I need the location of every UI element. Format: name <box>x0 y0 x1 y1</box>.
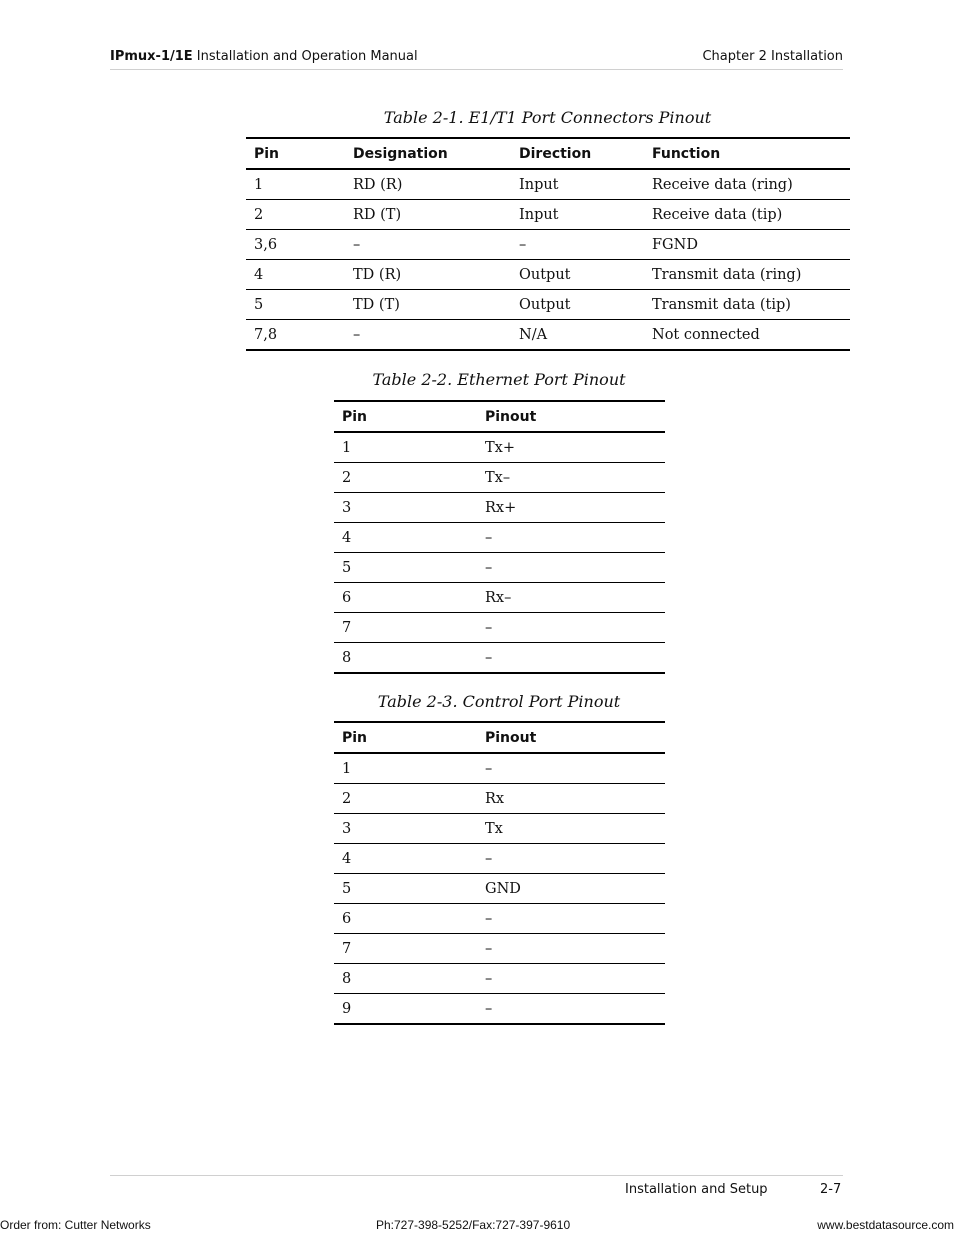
table-cell: FGND <box>644 230 850 260</box>
table-cell: – <box>477 613 665 643</box>
table-row <box>334 583 665 613</box>
e1t1-pinout-table <box>246 137 850 351</box>
order-from-text: Order from: Cutter Networks <box>0 1218 151 1232</box>
page-number: 2-7 <box>820 1182 842 1197</box>
table-header-row <box>246 138 850 169</box>
table-row <box>246 290 850 320</box>
table-cell: – <box>477 934 665 964</box>
table-cell: – <box>477 964 665 994</box>
table-cell: Tx+ <box>477 432 665 463</box>
column-header: Pin <box>334 722 477 753</box>
table-cell: 7 <box>334 613 477 643</box>
table-cell: Rx+ <box>477 493 665 523</box>
table-cell: 9 <box>342 1000 352 1017</box>
table-row <box>334 814 665 844</box>
table-cell: 5 <box>334 553 477 583</box>
table-cell: 5 <box>246 290 345 320</box>
table-cell: 1 <box>334 432 477 463</box>
footer-divider <box>110 1175 843 1176</box>
table-cell: Input <box>511 200 644 230</box>
table-cell: GND <box>477 874 665 904</box>
column-header: Function <box>644 138 850 169</box>
website-link[interactable]: www.bestdatasource.com <box>817 1218 954 1232</box>
table-cell: 3,6 <box>246 230 345 260</box>
table-row <box>334 934 665 964</box>
table2-caption: Table 2-2. Ethernet Port Pinout <box>372 370 626 389</box>
table-cell: – <box>511 230 644 260</box>
table-header-row <box>334 722 665 753</box>
table-row <box>334 643 665 674</box>
table-cell: Output <box>511 260 644 290</box>
table-cell: Tx <box>477 814 665 844</box>
table-cell: Output <box>511 290 644 320</box>
table-cell: Transmit data (tip) <box>644 290 850 320</box>
table-row <box>334 964 665 994</box>
table-row <box>334 904 665 934</box>
header-manual-suffix: Installation and Operation Manual <box>192 49 418 64</box>
table-row <box>246 169 850 200</box>
table-cell: 3 <box>334 493 477 523</box>
order-info-bar <box>0 1218 954 1234</box>
column-header: Pin <box>246 138 345 169</box>
table-cell: 6 <box>334 904 477 934</box>
column-header: Pinout <box>477 722 665 753</box>
table-cell: 6 <box>334 583 477 613</box>
table-row <box>246 320 850 351</box>
table-cell: Receive data (ring) <box>644 169 850 200</box>
table-cell: Receive data (tip) <box>644 200 850 230</box>
table-cell: 2 <box>334 784 477 814</box>
table1-caption: Table 2-1. E1/T1 Port Connectors Pinout <box>383 108 712 127</box>
table-cell: 8 <box>334 964 477 994</box>
table-header-row <box>334 401 665 432</box>
page-header <box>110 47 843 70</box>
table-row <box>334 523 665 553</box>
table-row <box>246 200 850 230</box>
table-cell: Input <box>511 169 644 200</box>
table-cell: – <box>477 753 665 784</box>
table-cell: RD (T) <box>345 200 511 230</box>
table-row <box>334 874 665 904</box>
table-cell: Tx– <box>477 463 665 493</box>
table-cell: – <box>477 844 665 874</box>
table-cell: 2 <box>246 200 345 230</box>
table-row <box>334 994 665 1025</box>
table-cell: 1 <box>334 753 477 784</box>
header-product-name: IPmux-1/1E <box>110 49 193 64</box>
table-row <box>334 553 665 583</box>
table-cell: 4 <box>334 523 477 553</box>
column-header: Pinout <box>477 401 665 432</box>
table-row <box>246 260 850 290</box>
table-row <box>246 230 850 260</box>
table-cell: – <box>345 230 511 260</box>
column-header: Direction <box>511 138 644 169</box>
ethernet-pinout-table <box>334 400 665 674</box>
table-row <box>334 753 665 784</box>
table-cell: – <box>485 1000 493 1017</box>
table-row <box>334 463 665 493</box>
table-row <box>334 844 665 874</box>
table-cell: Rx– <box>477 583 665 613</box>
table-cell: – <box>477 523 665 553</box>
table-row <box>334 432 665 463</box>
table-row <box>334 613 665 643</box>
table-cell: TD (T) <box>345 290 511 320</box>
table-cell: TD (R) <box>345 260 511 290</box>
table-cell: – <box>485 649 493 666</box>
table-cell: – <box>477 904 665 934</box>
table-cell: 8 <box>342 649 352 666</box>
table-cell: N/A <box>519 326 548 343</box>
table-cell: – <box>353 326 361 343</box>
table-row <box>334 784 665 814</box>
table-cell: 5 <box>334 874 477 904</box>
column-header: Designation <box>345 138 511 169</box>
table-cell: RD (R) <box>345 169 511 200</box>
table-cell: 3 <box>334 814 477 844</box>
header-manual-title <box>110 49 418 64</box>
table-cell: 2 <box>334 463 477 493</box>
table3-caption: Table 2-3. Control Port Pinout <box>377 692 621 711</box>
table-cell: Transmit data (ring) <box>644 260 850 290</box>
table-cell: 1 <box>246 169 345 200</box>
column-header: Pin <box>334 401 477 432</box>
header-chapter: Chapter 2 Installation <box>702 49 843 64</box>
table-cell: Rx <box>477 784 665 814</box>
phone-fax-text: Ph:727-398-5252/Fax:727-397-9610 <box>376 1218 571 1232</box>
footer-section-name: Installation and Setup <box>625 1182 768 1197</box>
table-row <box>334 493 665 523</box>
table-cell: – <box>477 553 665 583</box>
table-cell: Not connected <box>652 326 760 343</box>
table-cell: 4 <box>246 260 345 290</box>
control-port-pinout-table <box>334 721 665 1025</box>
table-cell: 7 <box>334 934 477 964</box>
table-cell: 7,8 <box>254 326 278 343</box>
table-cell: 4 <box>334 844 477 874</box>
